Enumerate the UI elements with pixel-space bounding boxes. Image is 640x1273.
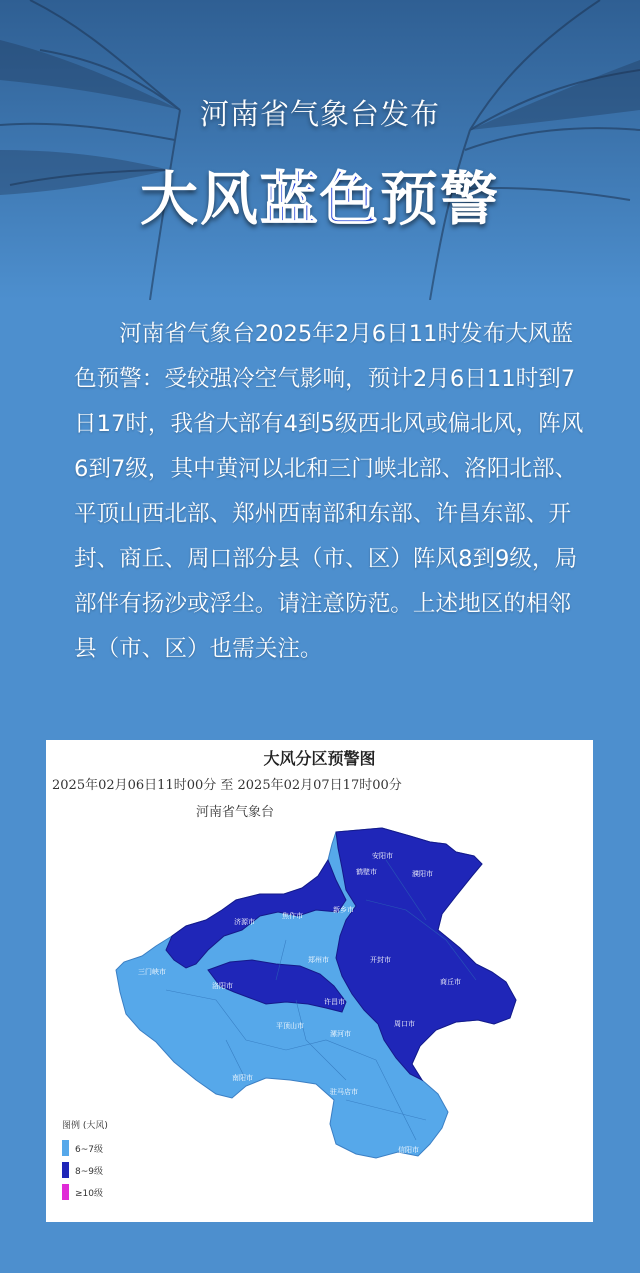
city-label-puyang: 濮阳市 [412,870,433,878]
city-label-anyang: 安阳市 [372,852,393,860]
city-label-nanyang: 南阳市 [232,1074,253,1082]
city-label-jiaozuo: 焦作市 [282,912,303,920]
bulletin-content: 河南省气象台2025年2月6日11时发布大风蓝色预警：受较强冷空气影响，预计2月6日11时到7日17时，我省大部有4到5级西北风或偏北风，阵风6到7级，其中黄河以北和三门峡北部、洛阳北部、平顶山西北部、郑州西南部和东部、许昌东部、开封、商丘、周口部分县（市、区）阵风8到9级，局部伴有扬沙或浮尘。请注意防范。上述地区的相邻县（市、区）也需关注。 [74,321,584,662]
map-legend [62,1118,108,1203]
city-label-luoyang: 洛阳市 [212,982,233,990]
city-label-kaifeng: 开封市 [370,956,391,964]
city-label-hebi: 鹤壁市 [356,868,377,876]
city-label-pingdingshan: 平顶山市 [276,1022,304,1030]
legend-title: 图例 (大风) [62,1121,108,1131]
wind-zone-map [46,740,593,1222]
header-banner [0,0,640,300]
legend-item-8-9 [62,1159,108,1181]
city-label-zhengzhou: 郑州市 [308,956,329,964]
city-label-xinxiang: 新乡市 [333,906,354,914]
map-time-range: 2025年02月06日11时00分 至 2025年02月07日17时00分 [52,778,402,793]
bulletin-text [74,312,586,672]
city-label-luohe: 漯河市 [330,1030,351,1038]
city-label-shangqiu: 商丘市 [440,978,461,986]
legend-label: 6~7级 [75,1144,103,1155]
city-label-xinyang: 信阳市 [398,1146,419,1154]
city-label-zhoukou: 周口市 [394,1020,415,1028]
city-label-sanmenxia: 三门峡市 [138,968,166,976]
map-title: 大风分区预警图 [263,749,376,768]
henan-map-graphic [46,740,593,1222]
warning-headline [0,152,640,236]
storm-trees-illustration [0,0,640,300]
city-label-zhumadian: 驻马店市 [330,1088,358,1096]
city-label-jiyuan: 济源市 [234,918,255,926]
legend-swatch-light [62,1140,69,1156]
legend-item-6-7 [62,1137,108,1159]
headline-blue: 蓝色 [259,165,380,233]
city-label-xuchang: 许昌市 [324,998,345,1006]
legend-label: 8~9级 [75,1166,103,1177]
legend-swatch-magenta [62,1184,69,1200]
issuer-title: 河南省气象台发布 [199,97,440,131]
headline-warning: 预警 [380,165,501,233]
map-organization: 河南省气象台 [196,805,275,820]
legend-item-10-plus [62,1181,108,1203]
headline-strong-wind: 大风 [139,165,260,233]
legend-swatch-dark [62,1162,69,1178]
legend-label: ≥10级 [75,1188,103,1199]
